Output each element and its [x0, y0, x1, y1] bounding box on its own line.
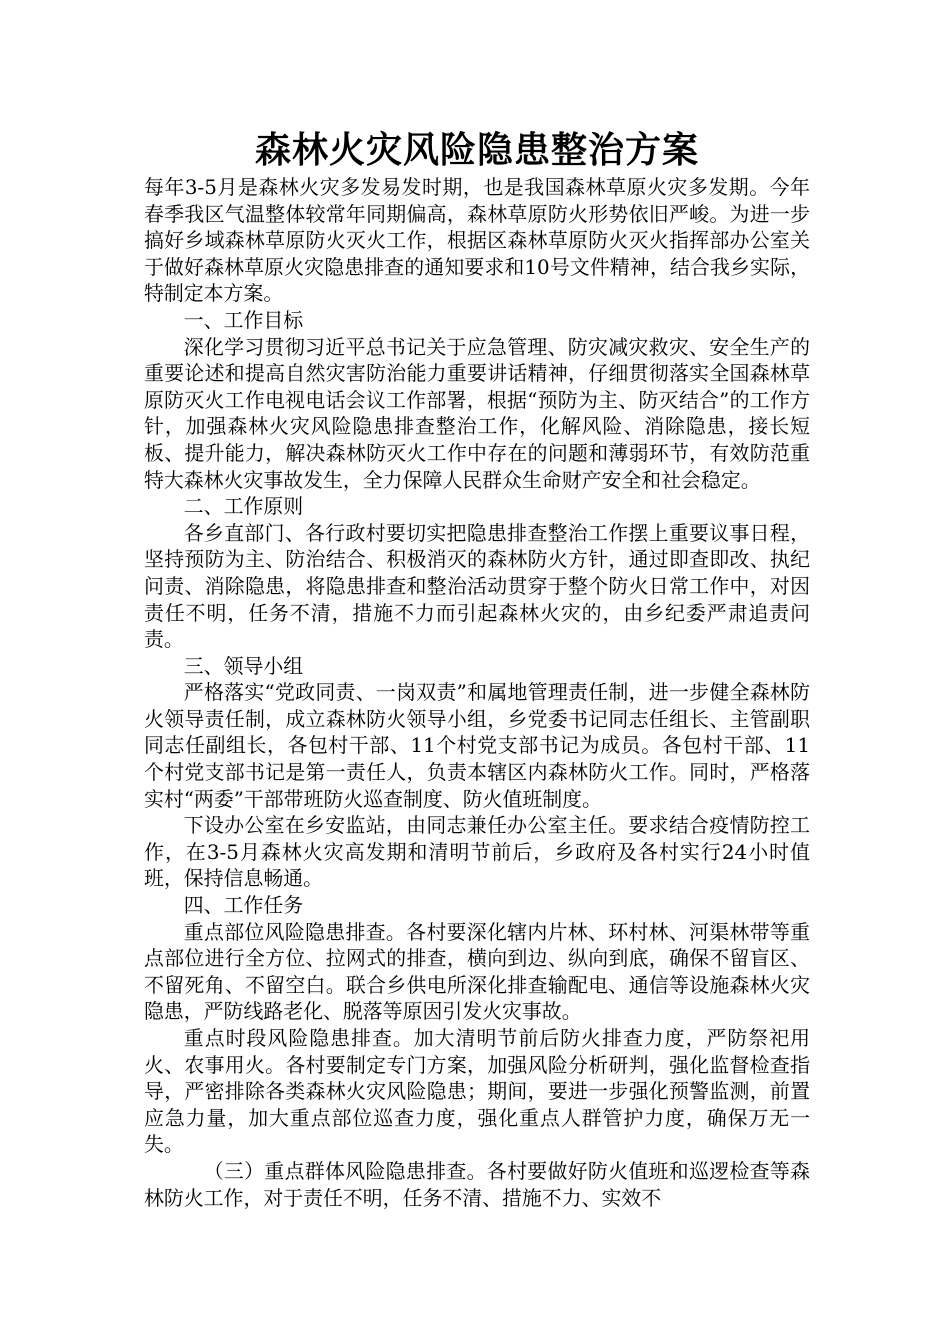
- paragraph-task-periods: 重点时段风险隐患排查。加大清明节前后防火排查力度，严防祭祀用火、农事用火。各村要制定专门方案，加强风险分析研判，强化监督检查指导，严密排除各类森林火灾风险隐患；期间，要进一步强化预警监测，前置应急力量，加大重点部位巡查力度，强化重点人群管护力度，确保万无一失。: [144, 1027, 810, 1157]
- document-title: 森林火灾风险隐患整治方案: [254, 130, 699, 171]
- paragraph-office: 下设办公室在乡安监站，由同志兼任办公室主任。要求结合疫情防控工作，在3-5月森林火灾高发期和清明节前后，乡政府及各村实行24小时值班，保持信息畅通。: [144, 814, 810, 891]
- intro-paragraph: 每年3-5月是森林火灾多发易发时期，也是我国森林草原火灾多发期。今年春季我区气温整体较常年同期偏高，森林草原防火形势依旧严峻。为进一步搞好乡域森林草原防火灭火工作，根据区森林草原防火灭火指挥部办公室关于做好森林草原火灾隐患排查的通知要求和10号文件精神，结合我乡实际，特制定本方案。: [144, 176, 810, 306]
- section-heading-tasks: 四、工作任务: [183, 894, 304, 918]
- paragraph-leadership: 严格落实“党政同责、一岗双责”和属地管理责任制，进一步健全森林防火领导责任制，成立森林防火领导小组，乡党委书记同志任组长、主管副职同志任副组长，各包村干部、11个村党支部书记为成员。各包村干部、11个村党支部书记是第一责任人，负责本辖区内森林防火工作。同时，严格落实村“两委”干部带班防火巡查制度、防火值班制度。: [144, 681, 810, 811]
- paragraph-task-locations: 重点部位风险隐患排查。各村要深化辖内片林、环村林、河渠林带等重点部位进行全方位、拉网式的排查，横向到边、纵向到底，确保不留盲区、不留死角、不留空白。联合乡供电所深化排查输配电、通信等设施森林火灾隐患，严防线路老化、脱落等原因引发火灾事故。: [144, 920, 810, 1024]
- paragraph-goals: 深化学习贯彻习近平总书记关于应急管理、防灾减灾救灾、安全生产的重要论述和提高自然灾害防治能力重要讲话精神，仔细贯彻落实全国森林草原防灭火工作电视电话会议工作部署，根据“预防为主、防灭结合”的工作方针，加强森林火灾风险隐患排查整治工作，化解风险、消除隐患，接长短板、提升能力，解决森林防灭火工作中存在的问题和薄弱环节，有效防范重特大森林火灾事故发生，全力保障人民群众生命财产安全和社会稳定。: [144, 335, 810, 492]
- paragraph-task-groups: （三）重点群体风险隐患排查。各村要做好防火值班和巡逻检查等森林防火工作，对于责任不明，任务不清、措施不力、实效不: [144, 1159, 810, 1210]
- paragraph-principles: 各乡直部门、各行政村要切实把隐患排查整治工作摆上重要议事日程，坚持预防为主、防治结合、积极消灭的森林防火方针，通过即查即改、执纪问责、消除隐患，将隐患排查和整治活动贯穿于整个防火日常工作中，对因责任不明，任务不清，措施不力而引起森林火灾的，由乡纪委严肃追责问责。: [144, 521, 810, 652]
- document-page: [144, 127, 810, 1212]
- section-heading-goals: 一、工作目标: [183, 308, 304, 332]
- section-heading-leadership: 三、领导小组: [183, 654, 304, 678]
- section-heading-principles: 二、工作原则: [183, 495, 304, 519]
